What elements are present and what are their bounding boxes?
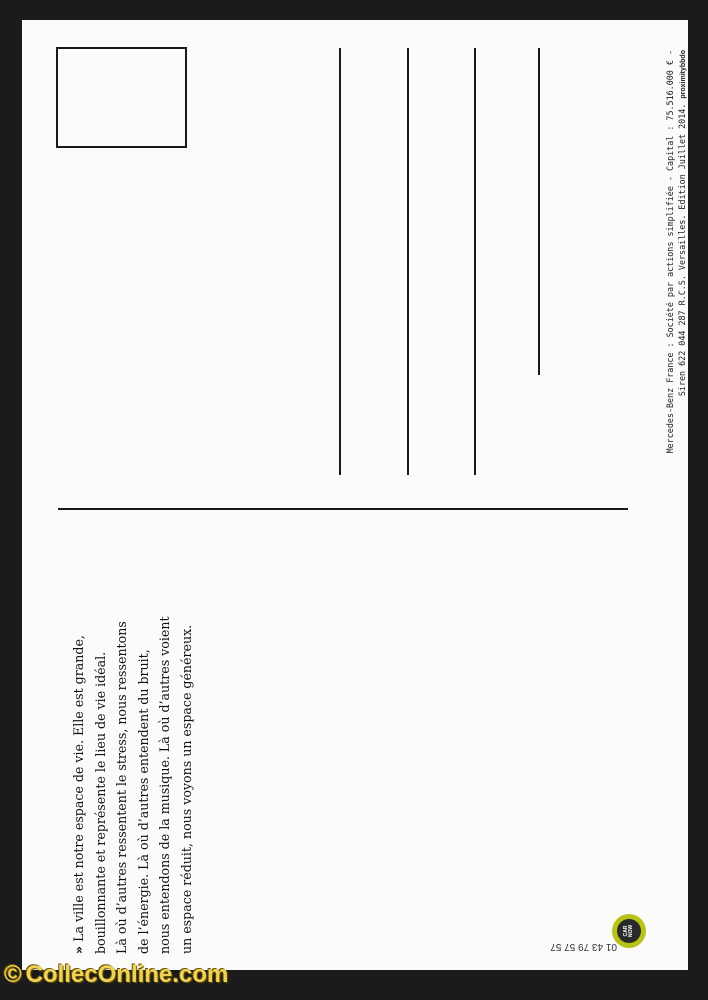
agency-credit: proximitybbdo xyxy=(680,50,687,99)
message-line xyxy=(68,544,90,954)
brand-logo-icon xyxy=(612,914,646,948)
address-line-3 xyxy=(474,48,476,475)
phone-number: 01 43 79 57 57 xyxy=(550,941,617,952)
message-line-4: de l’énergie. Là où d’autres entendent du bruit, xyxy=(135,649,151,954)
message-line-6: un espace réduit, nous voyons un espace généreux. xyxy=(178,624,194,954)
stamp-box xyxy=(56,47,187,148)
message-line-1: La ville est notre espace de vie. Elle est grande, xyxy=(71,635,86,942)
legal-notice xyxy=(664,50,690,520)
watermark xyxy=(4,961,228,989)
address-line-2 xyxy=(407,48,409,475)
legal-line-1: Mercedes-Benz France : Société par actions simplifiée - Capital : 75.516.000 € - xyxy=(665,50,675,454)
watermark-text: CollecOnline.com xyxy=(25,961,229,988)
message-line-5: nous entendons de la musique. Là où d’autres voient xyxy=(157,616,173,954)
address-line-1 xyxy=(339,48,341,475)
postcard-back xyxy=(22,20,688,970)
brand-logo-text: CAR NOW xyxy=(617,919,641,943)
section-divider xyxy=(58,508,628,510)
message-line-2: bouillonnante et représente le lieu de vie idéal. xyxy=(92,651,108,954)
message-line-3: Là où d’autres ressentent le stress, nous ressentons xyxy=(114,621,130,954)
message-text xyxy=(68,544,198,954)
address-line-4 xyxy=(538,48,540,375)
quote-arrow-icon: » xyxy=(71,945,86,954)
legal-line-2 xyxy=(676,50,690,520)
copyright-symbol: © xyxy=(4,961,22,988)
legal-line-2-text: Siren 622 044 287 R.C.S. Versailles. Edition Juillet 2014. xyxy=(677,103,687,397)
